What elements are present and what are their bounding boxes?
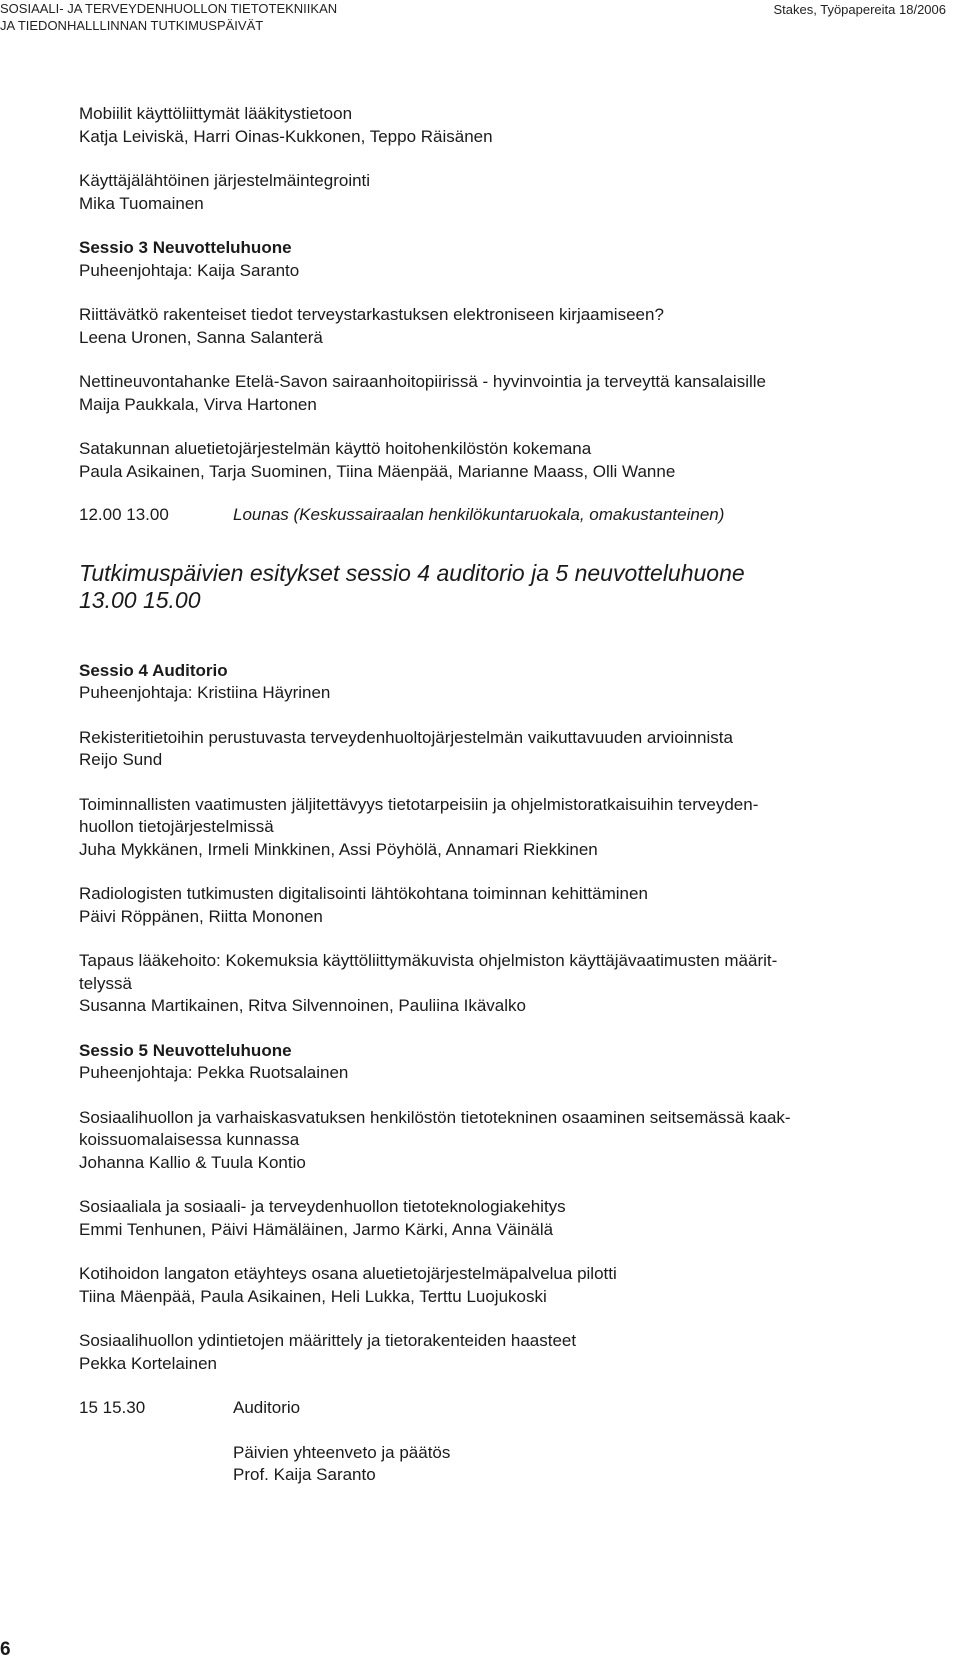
- item-title: Sosiaalihuollon ydintietojen määrittely ja tietorakenteiden haasteet: [79, 1331, 577, 1350]
- item-authors: Tiina Mäenpää, Paula Asikainen, Heli Lukka, Terttu Luojukoski: [79, 1286, 547, 1306]
- item-title: Kotihoidon langaton etäyhteys osana aluetietojärjestelmäpalvelua pilotti: [79, 1264, 617, 1283]
- program-item: [79, 1330, 939, 1375]
- item-authors: Reijo Sund: [79, 750, 163, 769]
- session-chair: Puheenjohtaja: Kristiina Häyrinen: [79, 683, 331, 702]
- lunch-description: Lounas (Keskussairaalan henkilökuntaruokala, omakustanteinen): [233, 505, 725, 524]
- session-title: Sessio 5 Neuvotteluhuone: [79, 1040, 292, 1060]
- item-authors: Johanna Kallio & Tuula Kontio: [79, 1152, 306, 1172]
- program-item: [79, 304, 939, 349]
- item-authors: Susanna Martikainen, Ritva Silvennoinen, Pauliina Ikävalko: [79, 996, 526, 1015]
- program-item: [79, 170, 939, 215]
- item-title: Toiminnallisten vaatimusten jäljitettävyys tietotarpeisiin ja ohjelmistoratkaisuihin terveyden-: [79, 794, 759, 814]
- header-line-1: SOSIAALI- JA TERVEYDENHUOLLON TIETOTEKNIIKAN: [0, 1, 338, 16]
- program-item: [79, 438, 939, 483]
- program-item: [79, 1196, 939, 1241]
- session-heading: [79, 1040, 939, 1085]
- item-authors: Leena Uronen, Sanna Salanterä: [79, 327, 323, 347]
- program-item: [79, 103, 939, 148]
- page-number: 6: [0, 1639, 11, 1660]
- session-heading: [79, 660, 939, 705]
- lunch-time: 12.00 13.00: [79, 505, 169, 524]
- item-title: Rekisteritietoihin perustuvasta terveydenhuoltojärjestelmän vaikuttavuuden arvioinnista: [79, 727, 733, 747]
- lunch-break: [79, 504, 939, 527]
- program-item: [79, 1107, 939, 1175]
- item-title: Sosiaaliala ja sosiaali- ja terveydenhuollon tietoteknologiakehitys: [79, 1197, 566, 1216]
- header-line-2: JA TIEDONHALLLINNAN TUTKIMUSPÄIVÄT: [0, 18, 264, 33]
- session-chair: Puheenjohtaja: Pekka Ruotsalainen: [79, 1063, 349, 1082]
- session-title: Sessio 4 Auditorio: [79, 660, 228, 680]
- item-authors: Emmi Tenhunen, Päivi Hämäläinen, Jarmo Kärki, Anna Väinälä: [79, 1219, 554, 1239]
- program-item: [79, 794, 939, 862]
- closing-speaker: Prof. Kaija Saranto: [233, 1465, 376, 1484]
- item-authors: Paula Asikainen, Tarja Suominen, Tiina Mäenpää, Marianne Maass, Olli Wanne: [79, 461, 676, 481]
- item-title: Nettineuvontahanke Etelä-Savon sairaanhoitopiirissä - hyvinvointia ja terveyttä kansalaisille: [79, 372, 766, 391]
- program-item: [79, 883, 939, 928]
- item-authors: Katja Leiviskä, Harri Oinas-Kukkonen, Teppo Räisänen: [79, 126, 493, 146]
- running-header: [0, 0, 337, 34]
- closing-session: [79, 1397, 939, 1487]
- item-title: Sosiaalihuollon ja varhaiskasvatuksen henkilöstön tietotekninen osaaminen seitsemässä kaak-: [79, 1107, 791, 1127]
- program-item: [79, 371, 939, 416]
- publication-reference: Stakes, Työpapereita 18/2006: [773, 2, 946, 17]
- item-title: Tapaus lääkehoito: Kokemuksia käyttöliittymäkuvista ohjelmiston käyttäjävaatimusten määrit-: [79, 951, 778, 970]
- section-heading-text: Tutkimuspäivien esitykset sessio 4 auditorio ja 5 neuvotteluhuone: [79, 559, 745, 586]
- section-heading-time: 13.00 15.00: [79, 586, 201, 613]
- item-title: Riittävätkö rakenteiset tiedot terveystarkastuksen elektroniseen kirjaamiseen?: [79, 305, 664, 324]
- program-item: [79, 1263, 939, 1308]
- closing-title: Päivien yhteenveto ja päätös: [233, 1442, 451, 1462]
- closing-time: 15 15.30: [79, 1398, 146, 1417]
- section-heading: [79, 560, 939, 614]
- item-title: Mobiilit käyttöliittymät lääkitystietoon: [79, 104, 353, 123]
- item-title: Käyttäjälähtöinen järjestelmäintegrointi: [79, 171, 371, 190]
- item-title-continued: telyssä: [79, 973, 132, 993]
- item-title-continued: huollon tietojärjestelmissä: [79, 817, 274, 836]
- program-content: [79, 103, 939, 1487]
- item-authors: Päivi Röppänen, Riitta Mononen: [79, 906, 323, 926]
- item-title: Satakunnan aluetietojärjestelmän käyttö hoitohenkilöstön kokemana: [79, 439, 592, 458]
- program-item: [79, 727, 939, 772]
- session-heading: [79, 237, 939, 282]
- item-authors: Mika Tuomainen: [79, 193, 204, 213]
- program-item: [79, 950, 939, 1018]
- item-authors: Pekka Kortelainen: [79, 1353, 217, 1373]
- item-title: Radiologisten tutkimusten digitalisointi lähtökohtana toiminnan kehittäminen: [79, 884, 648, 903]
- session-title: Sessio 3 Neuvotteluhuone: [79, 238, 292, 257]
- closing-location: Auditorio: [233, 1398, 301, 1417]
- item-authors: Juha Mykkänen, Irmeli Minkkinen, Assi Pöyhölä, Annamari Riekkinen: [79, 839, 598, 859]
- item-title-continued: koissuomalaisessa kunnassa: [79, 1130, 300, 1149]
- session-chair: Puheenjohtaja: Kaija Saranto: [79, 260, 300, 280]
- item-authors: Maija Paukkala, Virva Hartonen: [79, 394, 317, 414]
